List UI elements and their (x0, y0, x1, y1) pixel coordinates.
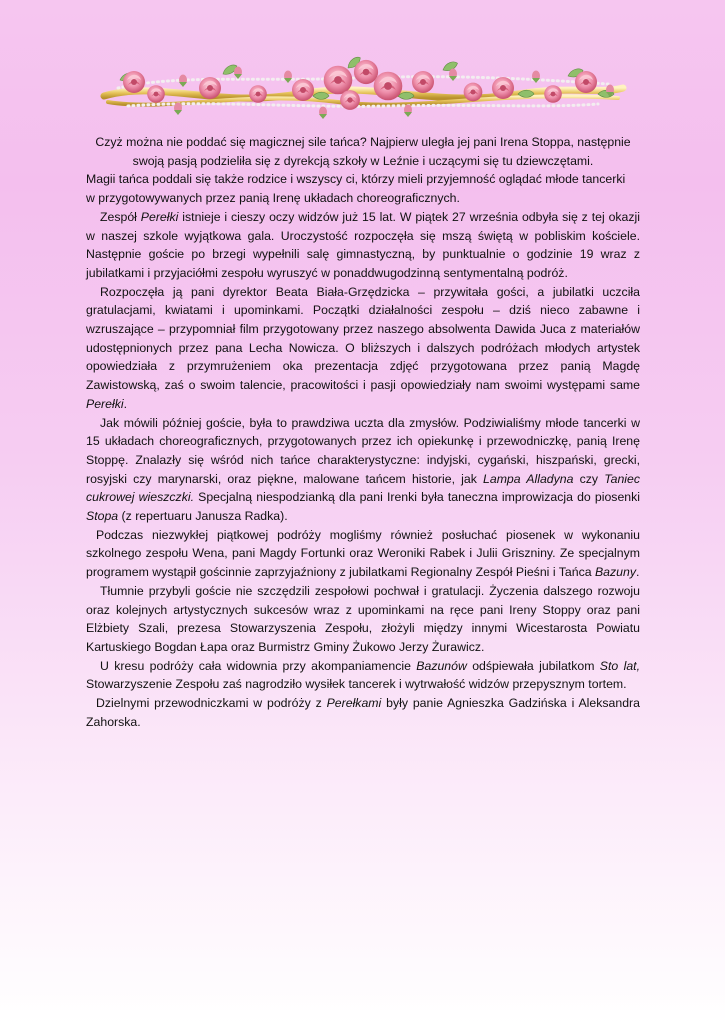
paragraph-gala: Zespół Perełki istnieje i cieszy oczy widzów już 15 lat. W piątek 27 września odbyła się z tej okazji w naszej szkole wyjątkowa gala. Uroczystość rozpoczęła się mszą świętą w pobliskim kościele. Następnie goście po brzegi wypełnili salę gimnastyczną, by punktualnie o godzinie 19 wraz z jubilatkami i przyjaciółmi zespołu wyruszyć w ponaddwugodzinną sentymentalną podróż. (86, 209, 641, 280)
paragraph-parents-line-2: w przygotowywanych przez panią Irenę układach choreograficznych. (86, 191, 460, 206)
ensemble-name: Perełkami (326, 696, 382, 711)
rose-garland-banner (98, 50, 628, 126)
paragraph-finale: U kresu podróży cała widownia przy akompaniamencie Bazunów odśpiewała jubilatkom Sto lat, Stowarzyszenie Zespołu zaś nagrodziło wysiłek tancerek i wytrwałość widzów przepysznym tortem. (86, 658, 641, 692)
song-title: Sto lat, (599, 658, 641, 673)
ensemble-name: Bazunów (416, 658, 467, 673)
paragraph-songs: Podczas niezwykłej piątkowej podróży mogliśmy również posłuchać piosenek w wykonaniu szkolnego zespołu Wena, pani Magdy Fortunki oraz Weroniki Rabek i Julii Griszniny. Ze specjalnym programem wystąpił gościnnie zaprzyjaźniony z jubilatkami Regionalny Zespół Pieśni i Tańca Bazuny. (86, 527, 640, 580)
paragraph-opening: Rozpoczęła ją pani dyrektor Beata Biała-Grzędzicka – przywitała gości, a jubilatki uczciła gratulacjami, kwiatami i upominkami. Początki działalności zespołu – dziś nieco zabawne i wzruszające – przypomniał film przygotowany przez naszego absolwenta Dawida Juca z materiałów udostępnionych przez pana Lecha Nowicza. O bliższych i dalszych podróżach młodych artystek opowiedziała z przymrużeniem oka prezentacja zdjęć przygotowana przez panią Magdę Zawistowską, zaś o swoim talencie, pracowitości i pasji opowiedziały nam swoimi występami same Perełki. (86, 284, 640, 411)
ensemble-name: Perełki (140, 209, 179, 224)
ensemble-name: Bazuny (594, 565, 636, 580)
paragraph-intro-line-1: Czyż można nie poddać się magicznej sile tańca? Najpierw uległa jej pani Irena Stoppa, następnie (95, 135, 631, 149)
paragraph-intro-line-2: swoją pasją podzieliła się z dyrekcją szkoły w Leźnie i uczącymi się tu dziewczętami. (132, 153, 594, 168)
dance-title: Lampa Alladyna (483, 471, 574, 486)
song-title: Stopa (86, 509, 119, 524)
paragraph-parents-line-1: Magii tańca poddali się także rodzice i wszyscy ci, którzy mieli przyjemność oglądać młode tancerki (86, 172, 626, 187)
paragraph-dances: Jak mówili później goście, była to prawdziwa uczta dla zmysłów. Podziwialiśmy młode tancerki w 15 układach choreograficznych, przygotowanych przez ich opiekunkę i przewodniczkę, panią Irenę Stoppę. Znalazły się wśród nich tańce charakterystyczne: indyjski, cygański, hiszpański, grecki, rosyjski czy marynarski, oraz piękne, malowane tańcem historie, jak Lampa Alladyna czy Taniec cukrowej wieszczki. Specjalną niespodzianką dla pani Irenki była taneczna improwizacja do piosenki Stopa (z repertuaru Janusza Radka). (86, 415, 640, 524)
paragraph-congratulations: Tłumnie przybyli goście nie szczędzili zespołowi pochwał i gratulacji. Życzenia dalszego rozwoju oraz kolejnych artystycznych sukcesów wraz z upominkami na ręce pani Ireny Stoppy oraz pani Elżbiety Szali, prezesa Stowarzyszenia Zespołu, złożyli między innymi Wicestarosta Powiatu Kartuskiego Bogdan Łapa oraz Burmistrz Gminy Żukowo Jerzy Żurawicz. (86, 583, 640, 654)
ensemble-name: Perełki (86, 396, 124, 411)
dance-title: Taniec cukrowej wieszczki. (86, 471, 640, 505)
paragraph-guides: Dzielnymi przewodniczkami w podróży z Perełkami były panie Agnieszka Gadzińska i Aleksandra Zahorska. (86, 696, 640, 729)
article-body (86, 133, 640, 732)
